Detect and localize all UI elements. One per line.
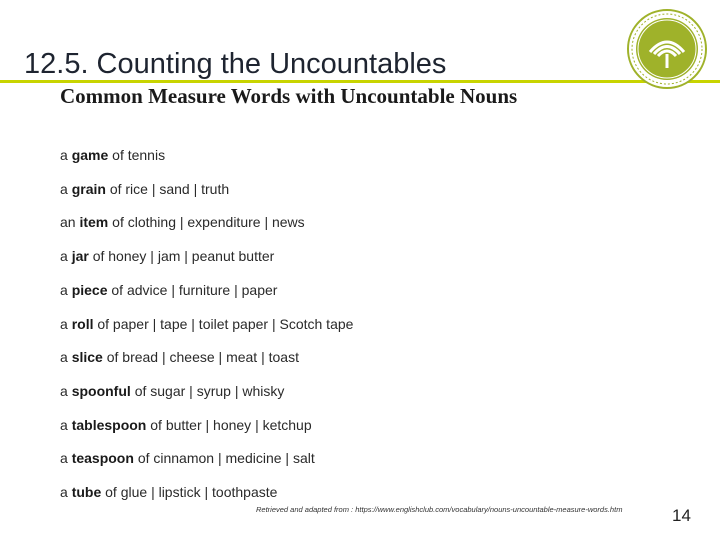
item-measure-word: item bbox=[79, 214, 109, 231]
item-measure-word: slice bbox=[71, 349, 103, 366]
item-article: a bbox=[60, 484, 68, 500]
item-article: a bbox=[60, 281, 68, 298]
list-item bbox=[60, 247, 274, 265]
item-article: a bbox=[60, 349, 68, 366]
list-item bbox=[60, 213, 305, 231]
slide-subtitle: Common Measure Words with Uncountable Nouns bbox=[60, 84, 518, 108]
university-seal-icon bbox=[626, 8, 708, 90]
item-article: a bbox=[60, 416, 68, 433]
item-nouns: of honey | jam | peanut butter bbox=[92, 248, 275, 265]
item-nouns: of cinnamon | medicine | salt bbox=[137, 450, 315, 467]
list-item bbox=[60, 348, 299, 366]
list-item bbox=[60, 146, 165, 164]
item-article: a bbox=[60, 147, 68, 163]
item-nouns: of sugar | syrup | whisky bbox=[134, 382, 285, 399]
list-item bbox=[60, 382, 284, 400]
item-article: an bbox=[60, 214, 76, 231]
item-nouns: of bread | cheese | meat | toast bbox=[106, 349, 299, 366]
page-number: 14 bbox=[672, 506, 691, 525]
item-measure-word: tube bbox=[71, 484, 102, 500]
item-nouns: of rice | sand | truth bbox=[109, 180, 230, 197]
title-rule bbox=[18, 80, 720, 83]
item-nouns: of clothing | expenditure | news bbox=[112, 214, 305, 231]
list-item bbox=[60, 449, 315, 467]
list-item bbox=[60, 315, 353, 333]
item-measure-word: game bbox=[71, 147, 109, 163]
item-nouns: of glue | lipstick | toothpaste bbox=[105, 484, 278, 500]
item-measure-word: jar bbox=[71, 248, 89, 265]
slide-title: 12.5. Counting the Uncountables bbox=[24, 48, 447, 80]
item-nouns: of butter | honey | ketchup bbox=[150, 416, 312, 433]
item-measure-word: spoonful bbox=[71, 382, 131, 399]
item-article: a bbox=[60, 248, 68, 265]
item-measure-word: teaspoon bbox=[71, 450, 134, 467]
item-article: a bbox=[60, 450, 68, 467]
item-nouns: of tennis bbox=[112, 147, 166, 163]
item-measure-word: grain bbox=[71, 180, 106, 197]
list-item bbox=[60, 483, 277, 501]
item-article: a bbox=[60, 382, 68, 399]
title-rule-accent bbox=[0, 80, 18, 83]
list-item bbox=[60, 416, 312, 434]
item-article: a bbox=[60, 315, 68, 332]
source-citation: Retrieved and adapted from : https://www.englishclub.com/vocabulary/nouns-uncountable-measure-words.htm bbox=[256, 505, 623, 514]
item-measure-word: tablespoon bbox=[71, 416, 147, 433]
item-measure-word: roll bbox=[71, 315, 94, 332]
list-item bbox=[60, 281, 277, 299]
list-item bbox=[60, 180, 229, 198]
item-nouns: of paper | tape | toilet paper | Scotch tape bbox=[97, 315, 354, 332]
item-article: a bbox=[60, 180, 68, 197]
item-measure-word: piece bbox=[71, 281, 108, 298]
item-nouns: of advice | furniture | paper bbox=[111, 281, 278, 298]
